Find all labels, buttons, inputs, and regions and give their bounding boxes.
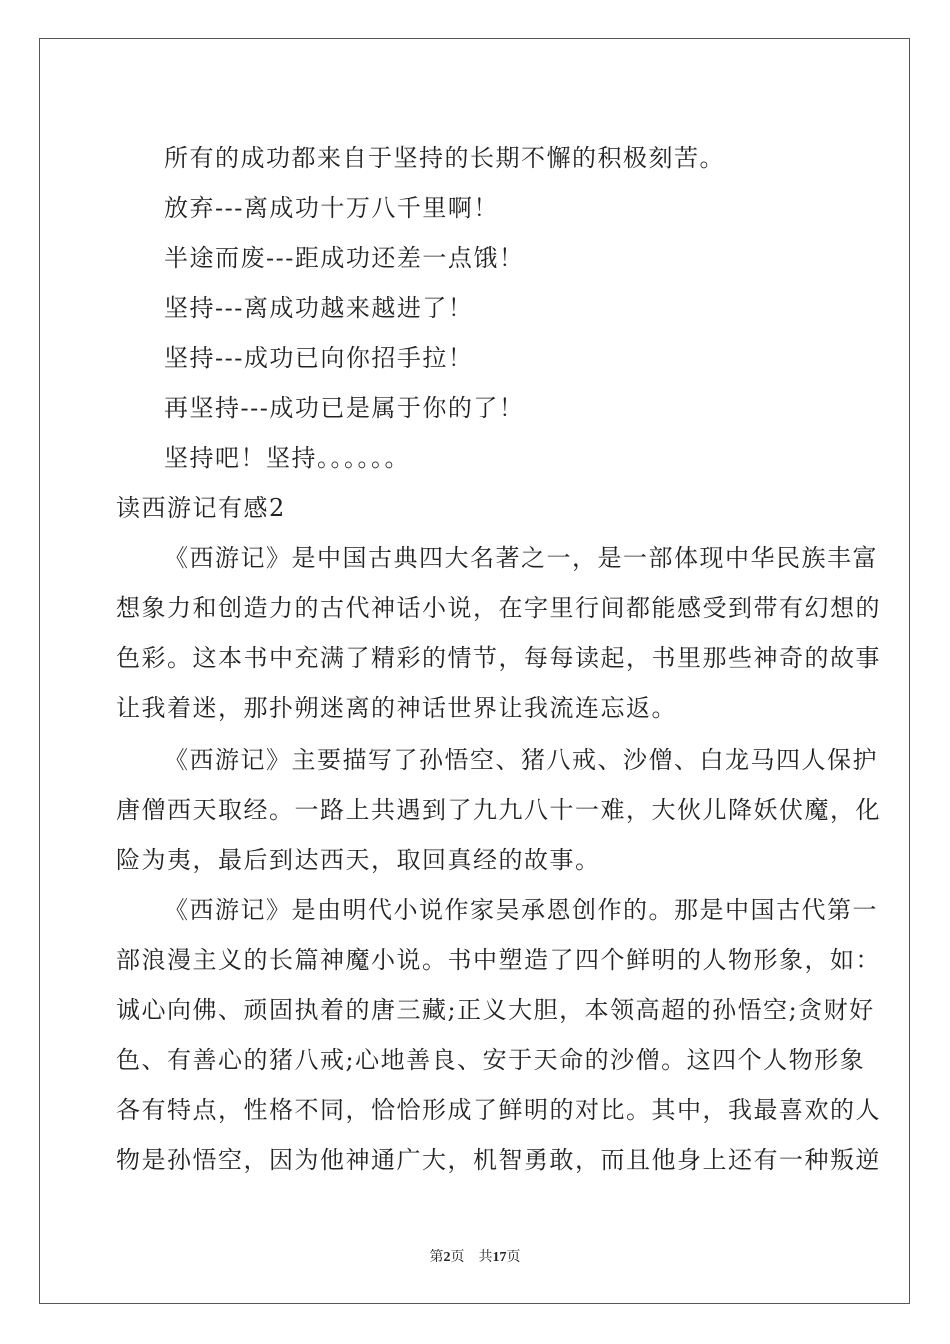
paragraph-line: 放弃---离成功十万八千里啊！ (164, 194, 499, 222)
section-heading: 读西游记有感2 (116, 494, 286, 522)
paragraph-line: 再坚持---成功已是属于你的了！ (164, 394, 525, 422)
body-line: 《西游记》是由明代小说作家吴承恩创作的。那是中国古代第一 (164, 896, 878, 924)
body-line: 唐僧西天取经。一路上共遇到了九九八十一难，大伙儿降妖伏魔，化 (116, 796, 881, 824)
total-pages: 17 (492, 1250, 507, 1265)
paragraph-line: 坚持吧！坚持。。。。。。 (164, 444, 410, 472)
body-line: 让我着迷，那扑朔迷离的神话世界让我流连忘返。 (116, 694, 677, 722)
body-line: 《西游记》是中国古典四大名著之一，是一部体现中华民族丰富 (164, 544, 878, 572)
body-line: 物是孙悟空，因为他神通广大，机智勇敢，而且他身上还有一种叛逆 (116, 1146, 881, 1174)
body-line: 色、有善心的猪八戒;心地善良、安于天命的沙僧。这四个人物形象 (116, 1046, 866, 1074)
body-line: 险为夷，最后到达西天，取回真经的故事。 (116, 846, 601, 874)
body-line: 各有特点，性格不同，恰恰形成了鲜明的对比。其中，我最喜欢的人 (116, 1096, 881, 1124)
paragraph-line: 坚持---成功已向你招手拉！ (164, 344, 474, 372)
paragraph-line: 所有的成功都来自于坚持的长期不懈的积极刻苦。 (164, 144, 725, 172)
page-number: 2 (443, 1250, 451, 1265)
paragraph-line: 半途而废---距成功还差一点饿！ (164, 244, 525, 272)
page-footer (0, 1246, 950, 1266)
body-line: 想象力和创造力的古代神话小说，在字里行间都能感受到带有幻想的 (116, 594, 881, 622)
body-line: 色彩。这本书中充满了精彩的情节，每每读起，书里那些神奇的故事 (116, 644, 881, 672)
total-prefix: 共 (478, 1250, 493, 1265)
page-suffix: 页 (450, 1250, 465, 1265)
page-prefix: 第 (429, 1250, 444, 1265)
body-line: 部浪漫主义的长篇神魔小说。书中塑造了四个鲜明的人物形象，如： (116, 946, 881, 974)
total-suffix: 页 (506, 1250, 521, 1265)
paragraph-line: 坚持---离成功越来越进了！ (164, 294, 474, 322)
body-line: 诚心向佛、顽固执着的唐三藏;正义大胆，本领高超的孙悟空;贪财好 (116, 996, 875, 1024)
body-line: 《西游记》主要描写了孙悟空、猪八戒、沙僧、白龙马四人保护 (164, 746, 878, 774)
